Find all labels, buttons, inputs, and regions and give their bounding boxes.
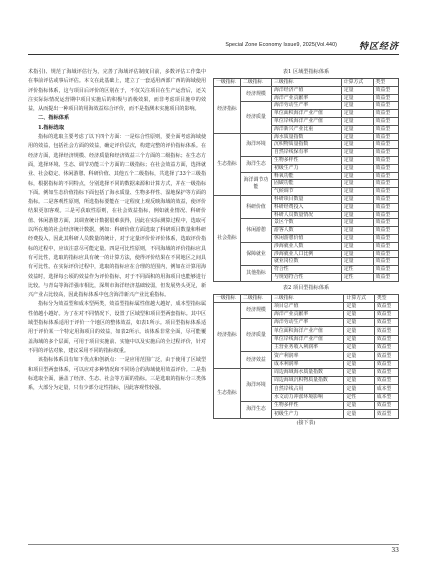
indicator-type: 效益型 [373, 156, 398, 164]
level3-indicator: 项目总产值 [272, 302, 344, 310]
level3-indicator: 固碳功能 [272, 180, 342, 188]
level3-indicator: 成本利润率 [272, 360, 344, 368]
level3-indicator: 单位面积海洋产业产值 [272, 110, 342, 118]
calc-method: 定量 [341, 141, 373, 149]
text-line: 头更足，新兴产业占比较高，因此指标体系中包含海洋新兴产 [28, 282, 207, 299]
table-continued-note: (接下表) [296, 419, 316, 426]
paragraph-text [28, 68, 206, 114]
level3-indicator: 周边海域海水质量指数 [272, 368, 344, 376]
text-line: 域型和项目型两套指标。其中区域型指标体系适用于评价一个 [28, 310, 207, 327]
table-row [214, 402, 399, 410]
text-line: 个特定用海项目的效益，如表2所示。该体系非常全面，尽可能 [58, 329, 201, 336]
level2-indicator: 休闲游憩 [241, 219, 272, 242]
indicator-type: 效益型 [374, 352, 398, 360]
level3-indicator: 初级生产力 [272, 164, 342, 172]
level3-indicator: 科研项目数量 [272, 195, 342, 203]
level3-indicator: 海水质量指数 [272, 133, 342, 141]
calc-method: 定量 [341, 227, 373, 235]
text-line: 测未实施项目的影响。 [149, 106, 200, 113]
text-line: 次，构建完整的评价指标体系。在经济方面，选择经济规模、经济 [28, 143, 207, 159]
calc-method: 定量 [344, 319, 374, 327]
text-line: 际情况运营期中项目实施后的积极与消极效果，而非考虑项目 [43, 96, 186, 103]
indicator-type: 效益型 [374, 344, 398, 352]
calc-method: 定量 [341, 250, 373, 258]
level3-indicator: 海洋产业贡献率 [272, 310, 344, 318]
calc-method: 定量 [344, 360, 374, 368]
text-line: 态、社会等方面的指标。三是选取的指标分三类体系，大部分为定量， [28, 375, 207, 392]
indicator-type: 效益型 [373, 125, 398, 133]
calc-method: 定量 [341, 172, 373, 180]
level3-indicator: 游客人数 [272, 227, 342, 235]
level3-indicator: 释氧功能 [272, 172, 342, 180]
calc-method: 定量 [341, 219, 373, 227]
text-line: 术指引)、规范了海域评估行为，完善了海域评估制度 [28, 69, 150, 75]
indicator-type: 效益型 [373, 211, 398, 219]
calc-method: 定量 [344, 368, 374, 376]
table-header-cell: 三级指标 [272, 294, 344, 302]
table-row [214, 319, 399, 327]
text-line: 和科研经费投入，因此其科研人员数量的统计，对于定量评价 [28, 227, 207, 243]
table-row [214, 102, 399, 110]
level3-indicator: 就业岗位数 [272, 258, 342, 266]
calc-method: 定量 [341, 149, 373, 157]
level2-indicator: 保障就业 [241, 242, 272, 265]
indicator-type: 效益型 [373, 180, 398, 188]
indicator-type: 效益型 [373, 203, 398, 211]
level2-indicator: 海洋调节功能 [241, 172, 272, 195]
text-line: 与项目后评价的区别在于，不仅关注项目在生产运营后，还关注实际 [28, 87, 207, 103]
level2-indicator: 海洋生态 [241, 156, 272, 172]
table-row [214, 266, 399, 274]
text-line: 全过程评价，针对不同的评估对象，建议采用不同的指标权重。 [28, 338, 207, 354]
level1-indicator: 经济指标 [214, 86, 241, 133]
text-line: 于使用了区域型和项目型两套体系，可以应对多种情况和不同 [28, 357, 207, 373]
text-line: 指标分为效益型和成本型两类，效益型指标属性值越大越 [38, 301, 166, 308]
calc-method: 定性 [341, 266, 373, 274]
level3-indicator: 海洋产业贡献率 [272, 94, 342, 102]
table-row [214, 352, 399, 360]
text-line: 指标应具有统一的计算方法，使得评价结果在不同地区之间 [68, 254, 201, 261]
text-line: 指标的选取主要考虑了以下四个方面：一是综合性原则， [38, 134, 166, 141]
calc-method: 定性 [344, 393, 374, 401]
level3-indicator: 自然岸线保有率 [272, 149, 342, 157]
level3-indicator: 海洋劳动生产率 [272, 319, 344, 327]
indicator-type: 效益型 [374, 302, 398, 310]
level3-indicator: 海洋劳动生产率 [272, 102, 342, 110]
calc-method: 定量 [341, 164, 373, 172]
indicator-type: 效益型 [374, 319, 398, 327]
indicator-type: 效益型 [373, 242, 398, 250]
calc-method: 定量 [341, 94, 373, 102]
level3-indicator: 单位岸线海洋产业产值 [272, 335, 344, 343]
level3-indicator: 海洋新兴产业比重 [272, 125, 342, 133]
indicator-type: 效益型 [373, 149, 398, 157]
calc-method: 定量 [341, 102, 373, 110]
table1-caption: 表1 区域型指标体系 [282, 69, 330, 75]
level3-indicator: 资产利润率 [272, 352, 344, 360]
level3-indicator: 周边海域沉积物质量指数 [272, 377, 344, 385]
calc-method: 定量 [344, 310, 374, 318]
table-row [214, 368, 399, 376]
table2-caption: 表2 项目型指标体系 [282, 284, 330, 291]
text-line: 例如生态价值指标下面包括了海水质量、生物多样性、湿地保 [43, 189, 181, 196]
text-line: 质量和经济效益三个方面的二级指标；在生态方面，选择环 [28, 152, 207, 168]
calc-method: 定量 [344, 327, 374, 335]
journal-logo: 特区经济 [358, 42, 399, 52]
table-header-cell: 类型 [373, 79, 398, 87]
journal-issue: Special Zone Economy Issue9, 2025(Vol.440) [225, 42, 337, 48]
indicator-type: 效益型 [373, 273, 398, 281]
level2-indicator: 海洋环境 [241, 368, 272, 401]
indicator-type: 效益型 [373, 172, 398, 180]
paragraph-text [28, 356, 206, 393]
table-header-cell: 类型 [374, 294, 398, 302]
text-line: 观反映海域的效益，使评价结果更加客观。三是可获取性原则， [28, 199, 207, 215]
table-header-cell: 三级指标 [272, 79, 342, 87]
text-line: 地区的整体效益，如表1所示。项目型指标体系适用于评价某一 [28, 320, 206, 336]
level3-indicator: 科研人员数量情况 [272, 211, 342, 219]
indicator-type: 效益型 [374, 410, 398, 418]
text-line: 具有可比性。在实际评价过程中，选取的指标应在 [28, 254, 207, 271]
table-row [214, 156, 399, 164]
calc-method: 定性 [341, 273, 373, 281]
calc-method: 定量 [344, 344, 374, 352]
indicator-type: 成本型 [374, 385, 398, 393]
indicator-type: 效益型 [374, 335, 398, 343]
calc-method: 定量 [344, 335, 374, 343]
level3-indicator: 初级生产力 [272, 410, 344, 418]
text-line: 在社会效益指标，例如就业情况、科研价值、休闲游憩方面， [28, 208, 207, 224]
indicator-type: 效益型 [373, 195, 398, 203]
level1-indicator: 社会指标 [214, 195, 241, 281]
indicator-type: 效益型 [374, 327, 398, 335]
level3-indicator: 主营业务收入利润率 [272, 344, 344, 352]
table-header-cell: 一级指标 [214, 79, 241, 87]
indicator-type: 效益型 [374, 402, 398, 410]
indicator-type: 效益型 [373, 164, 398, 172]
table-row [214, 219, 399, 227]
text-line: 合理的范围内，例如在计算用海效益时，选择每公顷的效益作为 [28, 264, 207, 280]
text-line: 场合的海域使用效益评价。二是指标选取全面，涵盖了经济、生 [28, 366, 207, 382]
level2-indicator: 科研价值 [241, 195, 272, 218]
table-row [214, 172, 399, 180]
indicator-type: 效益型 [373, 266, 398, 274]
level3-indicator: 生物多样性 [272, 156, 342, 164]
left-column [28, 68, 206, 393]
calc-method: 定量 [341, 258, 373, 266]
paragraph-3 [28, 356, 206, 393]
table-header-cell: 一级指标 [214, 294, 241, 302]
level3-indicator: 生物多样性 [272, 402, 344, 410]
text-line: 与青岛等海洋强市相比，深圳市海洋经济基础较弱，但发展势 [43, 282, 181, 289]
text-line: 护等方面的指标。二是客观性原则，所选指标要能在一定程度上 [28, 189, 207, 206]
level2-indicator: 经济规模 [241, 86, 272, 102]
indicator-type: 效益型 [374, 377, 398, 385]
level2-indicator: 经济质量 [241, 102, 272, 133]
section-title: 二、指标体系 [38, 115, 70, 122]
table-header-cell: 计算方式 [341, 79, 373, 87]
calc-method: 定量 [344, 377, 374, 385]
text-line: 数据来源和计算方式，并在一级指标下面。 [28, 180, 207, 196]
page-number: 33 [391, 547, 399, 554]
calc-method: 定量 [341, 86, 373, 94]
indicator-type: 成本型 [374, 393, 398, 401]
table-header-cell: 二级指标 [241, 294, 272, 302]
text-line: 评价指标，对于不同面积的用海项目也能够进行比较。 [28, 273, 207, 289]
page-header [28, 40, 399, 55]
indicator-type: 效益型 [373, 258, 398, 266]
text-line: 四是可比性原则，不同海域的评价指标应具有可比性，选取的 [28, 245, 207, 261]
calc-method: 定量 [341, 211, 373, 219]
indicator-type: 效益型 [373, 188, 398, 196]
calc-method: 定量 [341, 195, 373, 203]
text-line: 选择了33个三级指标，根据指标的不同特点，分别选择不同的 [28, 171, 207, 187]
indicator-type: 效益型 [373, 102, 398, 110]
paragraph-1 [28, 133, 206, 300]
text-line: 要全面考虑海域使用的效益，包括社会方面的效益，确定评价层 [28, 134, 207, 150]
indicator-type: 效益型 [373, 250, 398, 258]
level3-indicator: 单位面积海洋产业产值 [272, 327, 344, 335]
level2-indicator: 其他指标 [241, 266, 272, 282]
indicator-type: 效益型 [373, 227, 398, 235]
level1-indicator: 经济指标 [214, 302, 241, 368]
table1 [213, 78, 399, 282]
level3-indicator: 水文动力冲淤环境影响 [272, 393, 344, 401]
level3-indicator: 涉海就业人口比例 [272, 250, 342, 258]
paragraph-text [28, 133, 206, 300]
level3-indicator: 与规划符合性 [272, 273, 342, 281]
level1-indicator: 生态指标 [214, 368, 241, 418]
calc-method: 定量 [341, 188, 373, 196]
text-line: 所在地的社会经济统计数据，例如：科研价值方面选取了科研项目数量 [33, 227, 191, 234]
calc-method: 定量 [341, 242, 373, 250]
footer-rule [28, 544, 399, 545]
level3-indicator: 单位岸线海洋产业产值 [272, 117, 342, 125]
table-row [214, 86, 399, 94]
indicator-type: 效益型 [373, 110, 398, 118]
table-row [214, 302, 399, 310]
text-line: 境、生态、调节功能三个方面的二级指标；在社会效益方面，选择 [53, 161, 201, 168]
level3-indicator: 沉积物质量指数 [272, 141, 342, 149]
calc-method: 定量 [344, 302, 374, 310]
calc-method: 定量 [344, 402, 374, 410]
indicator-type: 效益型 [373, 94, 398, 102]
indicator-type: 效益型 [373, 219, 398, 227]
indicator-type: 效益型 [373, 133, 398, 141]
text-line: 只有少部分定性指标，因此客观性较强。 [73, 385, 165, 392]
calc-method: 定量 [341, 133, 373, 141]
indicator-type: 效益型 [373, 234, 398, 242]
table-header-cell: 计算方式 [344, 294, 374, 302]
text-line: 覆盖海域的多个层面，可用于项目实施前、实施中以及实施后的 [28, 329, 206, 345]
table-row [214, 195, 399, 203]
level2-indicator: 经济质量 [241, 319, 272, 352]
right-column [213, 68, 399, 427]
text-line: 基础上，建立了一套适用西部广西的海域使用评价指标体系，这 [28, 78, 207, 94]
level3-indicator: 涉海就业人数 [272, 242, 342, 250]
text-line: 业比重指标。 [139, 292, 170, 299]
calc-method: 定量 [341, 125, 373, 133]
indicator-type: 效益型 [373, 86, 398, 94]
table-row [214, 133, 399, 141]
paragraph-2 [28, 300, 206, 356]
text-line: 好，成本型指标属性值越小越好。为了在对不同情况下，设置了区 [28, 301, 207, 317]
level3-indicator: 景区个数 [272, 219, 342, 227]
level3-indicator: 海洋经济产值 [272, 86, 342, 94]
level1-indicator: 生态指标 [214, 133, 241, 195]
calc-method: 定量 [341, 156, 373, 164]
table-row [214, 242, 399, 250]
calc-method: 定量 [341, 117, 373, 125]
text-line: 施中的效益，从而提出一种项目的用海效益综合评价，而不是指 [28, 96, 207, 113]
level3-indicator: 自然岸线占用 [272, 385, 344, 393]
indicator-type: 效益型 [373, 141, 398, 149]
level3-indicator: 科研经费投入 [272, 203, 342, 211]
text-line: 就业、社会稳定、休闲游憩、科研价值、其他五个二级指标，共 [28, 161, 207, 178]
calc-method: 定量 [341, 110, 373, 118]
text-line: 该指标体系具有如下优点和创新点：一是应用范围广泛，由 [38, 357, 171, 364]
table2 [213, 294, 399, 419]
text-line: 其调查统计数据很难获得，因此在实际测算过程中，选取可以 [28, 217, 207, 234]
indicator-type: 效益型 [374, 368, 398, 376]
calc-method: 定量 [344, 385, 374, 393]
indicator-type: 效益型 [373, 117, 398, 125]
level2-indicator: 海洋生态 [241, 402, 272, 419]
indicator-type: 效益型 [374, 310, 398, 318]
calc-method: 定量 [341, 234, 373, 242]
level2-indicator: 海洋环境 [241, 133, 272, 156]
level2-indicator: 经济效益 [241, 352, 272, 369]
level3-indicator: 符合性 [272, 266, 342, 274]
level2-indicator: 经济规模 [241, 302, 272, 319]
text-line: 目前，多数评估工作集中在事前评估或事后评估。本文在此 [28, 69, 207, 85]
intro-text [28, 68, 206, 114]
paragraph-text [28, 300, 206, 356]
table-header-cell: 二级指标 [241, 79, 272, 87]
level3-indicator: 气候调节 [272, 188, 342, 196]
calc-method: 定量 [344, 410, 374, 418]
level3-indicator: 休闲游憩价值 [272, 234, 342, 242]
indicator-type: 效益型 [374, 360, 398, 368]
calc-method: 定量 [341, 203, 373, 211]
text-line: 价评价体系，选取评价指标的过程中，应该注意尽可能定量。 [28, 236, 207, 252]
calc-method: 定量 [341, 180, 373, 188]
calc-method: 定量 [344, 352, 374, 360]
subsection-title: 1.指标选取 [38, 124, 65, 131]
